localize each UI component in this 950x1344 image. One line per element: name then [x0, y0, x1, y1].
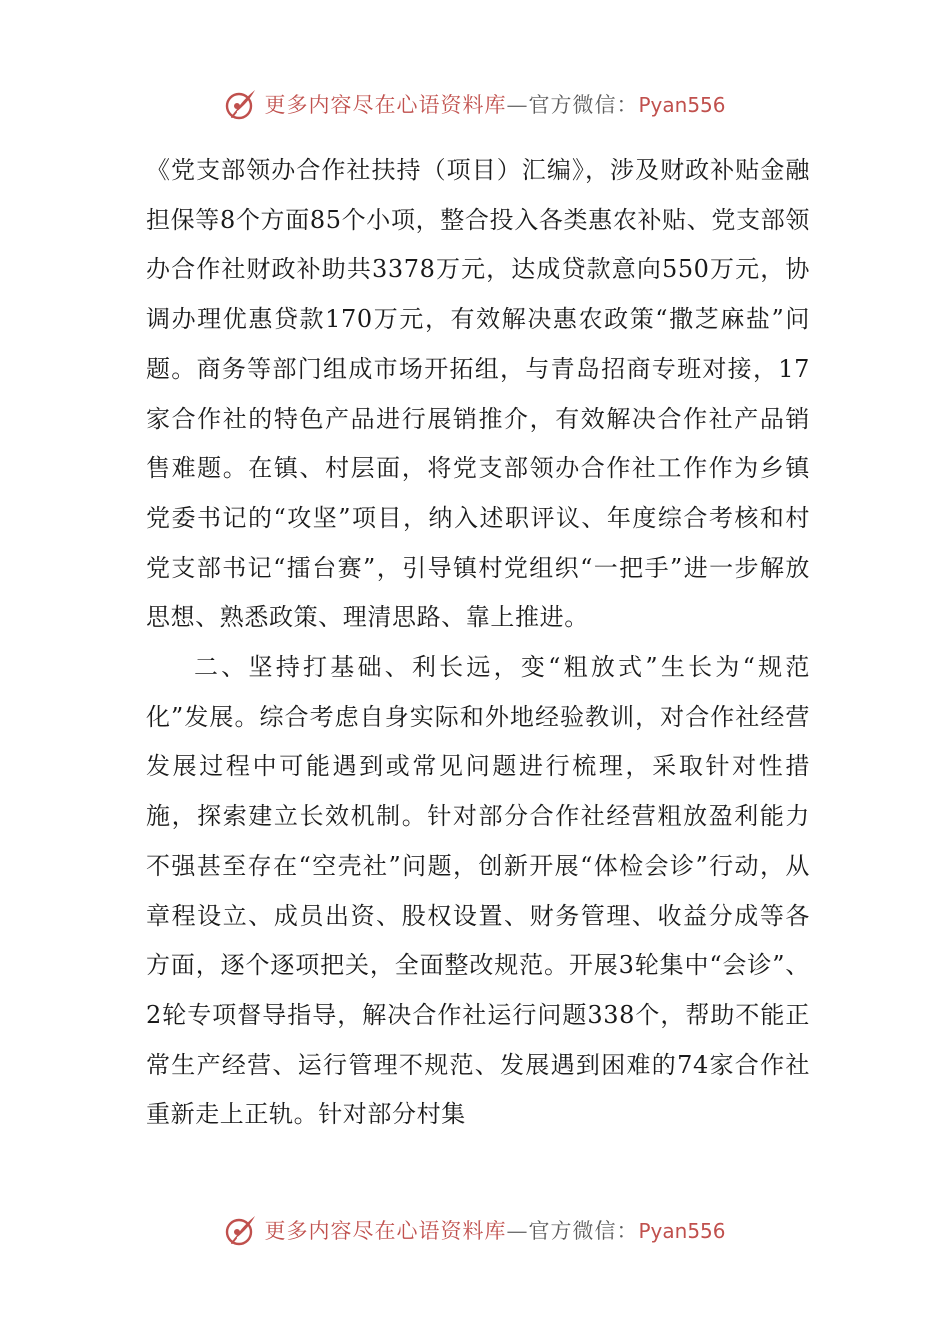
- watermark-official-label: 官方微信：: [528, 93, 639, 117]
- watermark-site-name: 更多内容尽在心语资料库: [264, 93, 507, 117]
- quill-logo-icon: [224, 1213, 258, 1247]
- watermark-text: [264, 89, 725, 119]
- watermark-wechat-id: Pyan556: [638, 93, 726, 117]
- document-body: [146, 146, 810, 1140]
- watermark-footer: [0, 1210, 950, 1250]
- watermark-official-label: 官方微信：: [528, 1219, 639, 1243]
- watermark-header: [0, 84, 950, 124]
- watermark-dash: —: [506, 93, 529, 117]
- watermark-site-name: 更多内容尽在心语资料库: [264, 1219, 507, 1243]
- quill-logo-icon: [224, 87, 258, 121]
- paragraph-1: 《党支部领办合作社扶持（项目）汇编》，涉及财政补贴金融担保等8个方面85个小项，整合投入各类惠农补贴、党支部领办合作社财政补助共3378万元，达成贷款意向550万元，协调办理优惠贷款170万元，有效解决惠农政策“撒芝麻盐”问题。商务等部门组成市场开拓组，与青岛招商专班对接，17家合作社的特色产品进行展销推介，有效解决合作社产品销售难题。在镇、村层面，将党支部领办合作社工作作为乡镇党委书记的“攻坚”项目，纳入述职评议、年度综合考核和村党支部书记“擂台赛”，引导镇村党组织“一把手”进一步解放思想、熟悉政策、理清思路、靠上推进。: [146, 156, 810, 632]
- watermark-dash: —: [506, 1219, 529, 1243]
- watermark-wechat-id: Pyan556: [638, 1219, 726, 1243]
- paragraph-2: 二、坚持打基础、利长远，变“粗放式”生长为“规范化”发展。综合考虑自身实际和外地经验教训，对合作社经营发展过程中可能遇到或常见问题进行梳理，采取针对性措施，探索建立长效机制。针对部分合作社经营粗放盈利能力不强甚至存在“空壳社”问题，创新开展“体检会诊”行动，从章程设立、成员出资、股权设置、财务管理、收益分成等各方面，逐个逐项把关，全面整改规范。开展3轮集中“会诊”、2轮专项督导指导，解决合作社运行问题338个，帮助不能正常生产经营、运行管理不规范、发展遇到困难的74家合作社重新走上正轨。针对部分村集: [146, 653, 810, 1129]
- watermark-text: [264, 1215, 725, 1245]
